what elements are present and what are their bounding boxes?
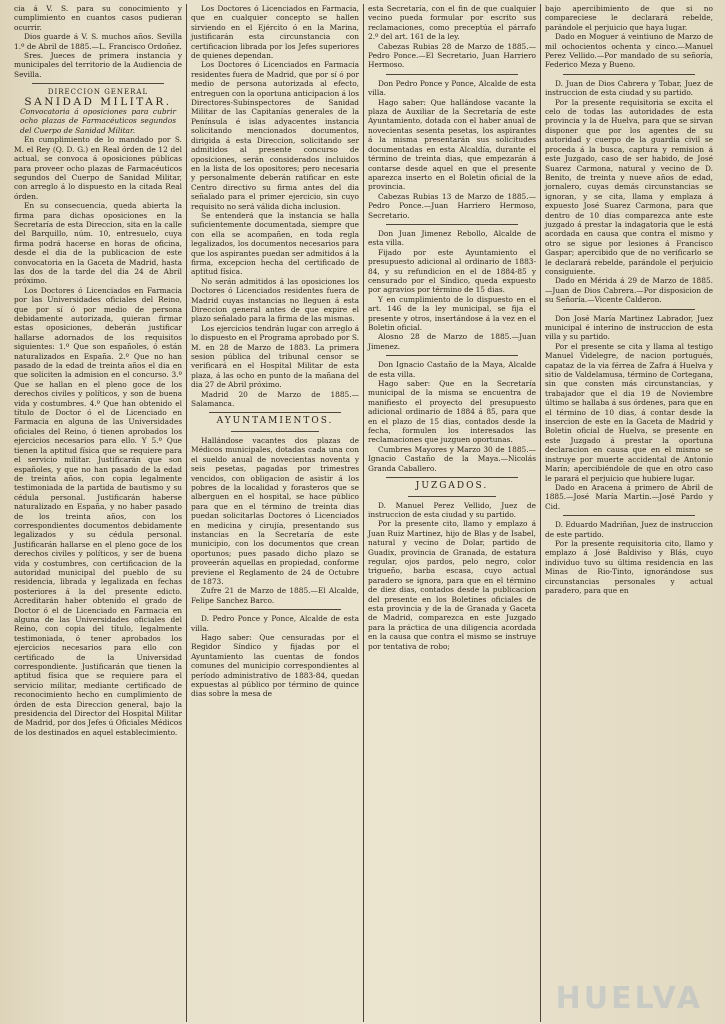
watermark-stamp: HUELVA bbox=[555, 981, 703, 1016]
text-paragraph: Por el presente se cita y llama al testigo Manuel Videlegre, de nacion portugués, capataz de la via férrea de Zafra á Huelva y sitio de Valdelamusa, término de Cortegana, sin que consten más circunstancias, y trabajador que el dia 19 de Noviembre último se hallaba á sus órdenes, para que en el término de 10 dias, á contar desde la insercion de este en la Gaceta de Madrid y Boletin oficial de Huelva, se presente en este Juzgado á prestar la oportuna declaracion en causa que en el mismo se instruye por muerte accidental de Antonio Marín; apercibiéndole de que en otro caso le parará el perjuicio que hubiere lugar. bbox=[545, 341, 713, 483]
column-4 bbox=[541, 4, 717, 1022]
signature: Dado en Mérida á 29 de Marzo de 1885.—Juan de Dios Cabrera.—Por disposicion de su Señoría.—Vicente Calderon. bbox=[545, 276, 713, 305]
divider bbox=[386, 355, 518, 356]
entry-heading: D. Eduardo Madriñan, Juez de instruccion de este partido. bbox=[545, 520, 713, 539]
text-paragraph: Los Doctores ó Licenciados en Farmacia residentes fuera de Madrid, que por sí ó por medio de persona autorizada al efecto, entreguen con la oportuna anticipacion á los Directores-Subinspectores de Sanidad Militar de las Capitanías generales de la Península é islas adyacentes instancia solicitando mencionados documentos, dirigida á esta Direccion, solicitando ser admitidos al presente concurso de oposiciones, serán considerados incluidos en la lista de los opositores; pero necesaria y personalmente deberán ratificar en este Centro directivo su firma antes del dia señalado para el primer ejercicio, sin cuyo requisito no será válida dicha inclusion. bbox=[191, 60, 359, 211]
divider bbox=[32, 83, 164, 84]
column-3 bbox=[364, 4, 541, 1022]
text-paragraph: Los Doctores ó Licenciados en Farmacia por las Universidades oficiales del Reino, que por sí ó por medio de persona debidamente autorizada, quieran firmar estas oposiciones, deberán justificar hallarse adornados de los requisitos siguientes: 1.º Que son españoles, ó están naturalizados en España. 2.º Que no han pasado de la edad de treinta años el dia en que soliciten la admision en el concurso. 3.º Que se hallan en el pleno goce de los derechos civiles y políticos, y son de buena vida y costumbres. 4.º Que han obtenido el título de Doctor ó el de Licenciado en Farmacia en alguna de las Universidades oficiales del Reino, ó tienen aprobados los ejercicios necesarios para ello. Y 5.º Que tienen la aptitud física que se requiere para el servicio militar. Justificarán que son españoles, y que no han pasado de la edad de treinta años, con copia legalmente testimoniada de la partida de bautismo y su cédula personal. Justificarán haberse naturalizado en España, y no haber pasado de los treinta años, con los correspondientes documentos debidamente legalizados y su cédula personal. Justificarán hallarse en el pleno goce de los derechos civiles y políticos, y ser de buena vida y costumbres, con certificacion de la autoridad municipal del pueblo de su residencia, librada y legalizada en fechas posteriores á la del presente edicto. Acreditarán haber obtenido el grado de Doctor ó el de Licenciado en Farmacia en alguna de las Universidades oficiales del Reino, con copia del título, legalmente testimoniada, ó tener aprobados los ejercicios necesarios para ello con certificado de la Universidad correspondiente. Justificarán que tienen la aptitud física que se requiere para el servicio militar, mediante certificado de reconocimiento hecho en cumplimiento de órden de esta Direccion general, bajo la presidencia del Director del Hospital Militar de Madrid, por dos Jefes ú Oficiales Médicos de los destinados en aquel establecimiento. bbox=[14, 285, 182, 737]
entry-heading: Don José María Martinez Labrador, Juez municipal é interino de instruccion de esta villa y su partido. bbox=[545, 313, 713, 342]
signature: Alosno 28 de Marzo de 1885.—Juan Jimenez. bbox=[368, 332, 536, 351]
divider bbox=[563, 515, 695, 516]
text-paragraph: Por la presente requisitoria cito, llamo y emplazo á José Baldiviso y Blás, cuyo individuo tuvo su última residencia en las Minas de Rio-Tinto, ignorándose sus circunstancias personales y actual paradero, para que en bbox=[545, 538, 713, 595]
text-paragraph: Hago saber: Que en la Secretaría municipal de la misma se encuentra de manifiesto el proyecto del presupuesto adicional ordinario de 1884 á 85, para que en el plazo de 15 dias, contados desde la fecha, formulen los interesados las reclamaciones que juzguen oportunas. bbox=[368, 379, 536, 445]
divider bbox=[386, 74, 518, 75]
divider bbox=[563, 309, 695, 310]
divider bbox=[386, 224, 518, 225]
entry-heading: D. Juan de Dios Cabrera y Tobar, Juez de instruccion de esta ciudad y su partido. bbox=[545, 78, 713, 98]
divider bbox=[231, 431, 319, 432]
signature: Zufre 21 de Marzo de 1885.—El Alcalde, Felipe Sanchez Barco. bbox=[191, 586, 359, 605]
divider bbox=[209, 412, 341, 413]
section-title: JUZGADOS. bbox=[415, 481, 489, 492]
text-paragraph: Los Doctores ó Licenciados en Farmacia, que en cualquier concepto se hallen sirviendo en el Ejército ó en la Marina, justificarán esta circunstancia con certificacion librada por los Jefes superiores de quienes dependan. bbox=[191, 4, 359, 61]
text-paragraph: Sres. Jueces de primera instancia y municipales del territorio de la Audiencia de Sevilla. bbox=[14, 51, 182, 79]
entry-heading: D. Manuel Perez Vellido, Juez de instruccion de esta ciudad y su partido. bbox=[368, 500, 536, 519]
text-paragraph: cia á V. S. para su conocimiento y cumplimiento en cuantos casos pudieran ocurrir. bbox=[14, 4, 182, 32]
signature: Madrid 20 de Marzo de 1885.—Salamanca. bbox=[191, 389, 359, 409]
signature: Cabezas Rubias 28 de Marzo de 1885.—Pedro Ponce.—El Secretario, Juan Harriero Hermoso. bbox=[368, 41, 536, 70]
text-paragraph: Dios guarde á V. S. muchos años. Sevilla 1.º de Abril de 1885.—L. Francisco Ordoñez. bbox=[14, 32, 182, 51]
section-subhead: Convocatoria á oposiciones para cubrir ocho plazas de Farmacéuticos segundos del Cuerpo de Sanidad Militar. bbox=[20, 107, 176, 135]
signature: Dado en Aracena á primero de Abril de 1885.—José María Martin.—José Pardo y Cid. bbox=[545, 482, 713, 511]
text-paragraph: Los ejercicios tendrán lugar con arreglo á lo dispuesto en el Programa aprobado por S. M. en 28 de Marzo de 1883. La primera sesion pública del tribunal censor se verificará en el Hospital Militar de esta plaza, á las ocho en punto de la mañana del dia 27 de Abril próximo. bbox=[191, 323, 359, 390]
columns bbox=[10, 4, 717, 1022]
text-paragraph: No serán admitidos á las oposiciones los Doctores ó Licenciados residentes fuera de Madrid cuyas instancias no lleguen á esta Direccion general antes de que expire el plazo señalado para la firma de las mismas. bbox=[191, 276, 359, 324]
signature: Dado en Moguer á veintiuno de Marzo de mil ochocientos ochenta y cinco.—Manuel Perez Vellido.—Por mandado de su señoría, Federico Meza y Bueno. bbox=[545, 32, 713, 70]
text-paragraph: Hago saber: Que censuradas por el Regidor Síndico y fijadas por el Ayuntamiento las cuentas de fondos comunes del municipio correspondientes al período administrativo de 1883-84, quedan expuestas al público por término de quince dias sobre la mesa de bbox=[191, 633, 359, 699]
text-paragraph: En su consecuencia, queda abierta la firma para dichas oposiciones en la Secretaría de esta Direccion, sita en la calle del Barquillo, núm. 10, entresuelo, cuya firma podrá hacerse en horas de oficina, desde el dia de la publicacion de este convocatoria en la Gaceta de Madrid, hasta las dos de la tarde del dia 24 de Abril próximo. bbox=[14, 201, 182, 286]
entry-heading: Don Pedro Ponce y Ponce, Alcalde de esta villa. bbox=[368, 78, 536, 98]
column-2 bbox=[187, 4, 364, 1022]
text-paragraph: En cumplimiento de lo mandado por S. M. el Rey (Q. D. G.) en Real órden de 12 del actual, se convoca á oposiciones públicas para proveer ocho plazas de Farmacéuticos segundos del Cuerpo de Sanidad Militar, con arreglo á lo dispuesto en la citada Real órden. bbox=[14, 135, 182, 201]
column-1 bbox=[10, 4, 187, 1022]
text-paragraph: Y en cumplimiento de lo dispuesto en el art. 146 de la ley municipal, se fija el presente y otros, insertándose á la vez en el Boletin oficial. bbox=[368, 294, 536, 332]
entry-heading: D. Pedro Ponce y Ponce, Alcalde de esta villa. bbox=[191, 614, 359, 633]
text-paragraph: Se entenderá que la instancia se halla suficientemente documentada, siempre que con ella se acompañen, en toda regla legalizados, los documentos necesarios para que los aspirantes puedan ser admitidos á la firma, excepcion hecha del certificado de aptitud física. bbox=[191, 210, 359, 277]
text-paragraph: Por la presente requisitoria se excita el celo de todas las autoridades de esta provincia y la de Huelva, para que se sirvan disponer que por los agentes de su autoridad y cuerpo de la guardia civil se proceda á la busca, captura y remision á este Juzgado, caso de ser habido, de José Suarez Carmona, natural y vecino de D. Benito, de treinta y nueve años de edad, jornalero, cuyas demás circunstancias se ignoran, y se cita, llama y emplaza á expuesto José Suarez Carmona, para que dentro de 10 dias comparezca ante este juzgado á prestar la indagatoria que le está acordada en causa que contra el mismo y otro se sigue por lesiones á Francisco Gaspar; apercibido que de no verificarlo se le declarará rebelde, parándole el perjuicio consiguiente. bbox=[545, 97, 713, 276]
text-paragraph: Hallándose vacantes dos plazas de Médicos municipales, dotadas cada una con el sueldo anual de novecientas noventa y seis pesetas, pagadas por trimestres vencidos, con obligacion de asistir á los pobres de la localidad y forasteros que se alberguen en el hospital, se hace público para que en el término de treinta dias puedan solicitarlas Doctores ó Licenciados en medicina y cirujía, presentando sus instancias en la Secretaría de este municipio, con los documentos que crean oportunos; pues pasado dicho plazo se proveerán aquellas en propiedad, conforme previene el Reglamento de 24 de Octubre de 1873. bbox=[191, 435, 359, 586]
divider bbox=[563, 74, 695, 75]
text-paragraph: Hago saber: Que hallándose vacante la plaza de Auxiliar de la Secretaría de este Ayuntamiento, dotada con el haber anual de novecientas sesenta pesetas, los aspirantes á la misma presentarán sus solicitudes documentadas en esta Alcaldía, durante el término de treinta dias, que empezarán á contarse desde aquel en que el presente aparezca inserto en el Boletin oficial de la provincia. bbox=[368, 97, 536, 192]
divider bbox=[209, 609, 341, 610]
signature: Cabezas Rubias 13 de Marzo de 1885.—Pedro Ponce.—Juan Harriero Hermoso, Secretario. bbox=[368, 191, 536, 220]
divider bbox=[408, 496, 496, 497]
text-paragraph: Por la presente cito, llamo y emplazo á Juan Ruiz Martinez, hijo de Blas y de Isabel, natural y vecino de Dolar, partido de Guadix, provincia de Granada, de estatura regular, ojos pardos, pelo negro, color trigueño, barba escasa, cuyo actual paradero se ignora, para que en el término de diez dias, contados desde la publicacion del presente en los Boletines oficiales de esta provincia y de la de Granada y Gaceta de Madrid, comparezca en este Juzgado para la práctica de una diligencia acordada en la causa que contra el mismo se instruye por tentativa de robo; bbox=[368, 519, 536, 651]
signature: Cumbres Mayores y Marzo 30 de 1885.—Ignacio Castaño de la Maya.—Nicolás Granda Caballero. bbox=[368, 444, 536, 473]
text-paragraph: Fijado por este Ayuntamiento el presupuesto adicional al ordinario de 1883-84, y su refundicion en el de 1884-85 y censurado por el Síndico, queda expuesto por agravios por término de 15 dias. bbox=[368, 247, 536, 295]
text-paragraph: bajo apercibimiento de que si no compareciese le declarará rebelde, parándole el perjuicio que haya lugar. bbox=[545, 4, 713, 32]
section-title: AYUNTAMIENTOS. bbox=[216, 416, 334, 427]
section-title: SANIDAD MILITAR. bbox=[24, 95, 172, 108]
text-paragraph: esta Secretaría, con el fin de que cualquier vecino pueda formular por escrito sus reclamaciones, como preceptúa el párrafo 2.º del art. 161 de la ley. bbox=[368, 4, 536, 42]
entry-heading: Don Ignacio Castaño de la Maya, Alcalde de esta villa. bbox=[368, 360, 536, 379]
divider bbox=[386, 477, 518, 478]
section-head: DIRECCION GENERAL bbox=[47, 88, 149, 97]
entry-heading: Don Juan Jimenez Rebollo, Alcalde de esta villa. bbox=[368, 228, 536, 248]
